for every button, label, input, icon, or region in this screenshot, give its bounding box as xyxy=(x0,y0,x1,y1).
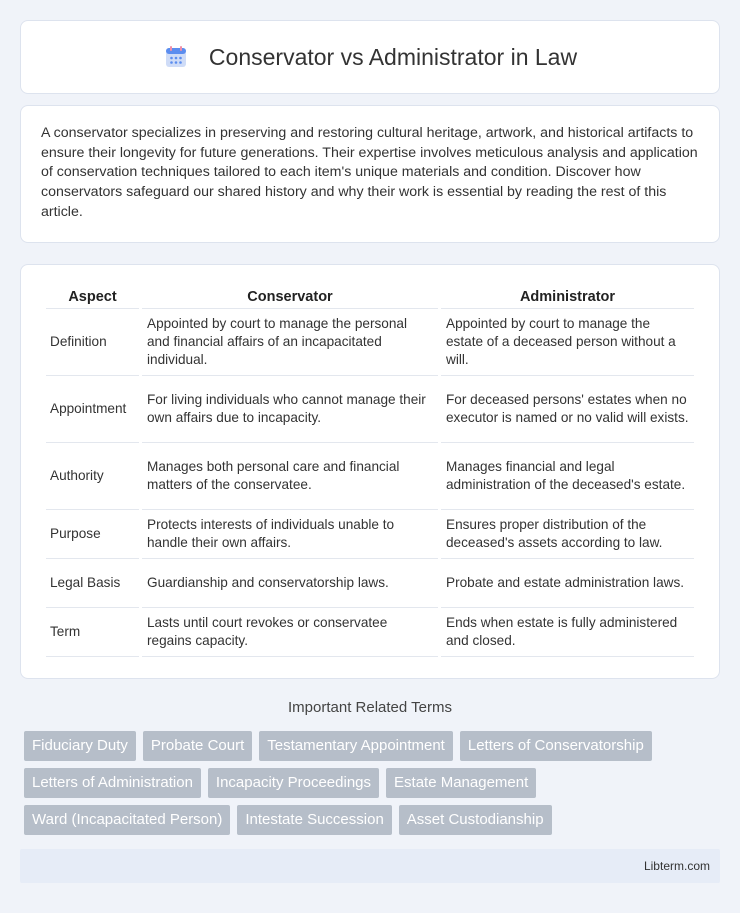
row-conservator: Appointed by court to manage the personal and financial affairs of an incapacitated individual. xyxy=(142,309,438,376)
row-aspect: Definition xyxy=(46,309,139,376)
related-term-tag[interactable]: Ward (Incapacitated Person) xyxy=(24,805,230,835)
title-card xyxy=(20,20,720,94)
table-row xyxy=(46,608,694,657)
row-administrator: Ends when estate is fully administered and closed. xyxy=(441,608,694,657)
related-term-tag[interactable]: Asset Custodianship xyxy=(399,805,552,835)
related-term-tag[interactable]: Testamentary Appointment xyxy=(259,731,453,761)
intro-card xyxy=(20,105,720,243)
related-term-tag[interactable]: Fiduciary Duty xyxy=(24,731,136,761)
related-term-tag[interactable]: Probate Court xyxy=(143,731,252,761)
row-aspect: Term xyxy=(46,608,139,657)
related-terms-title: Important Related Terms xyxy=(288,699,452,716)
row-conservator: Lasts until court revokes or conservatee regains capacity. xyxy=(142,608,438,657)
table-row xyxy=(46,443,694,510)
footer xyxy=(20,849,720,883)
row-aspect: Legal Basis xyxy=(46,559,139,608)
row-administrator: Manages financial and legal administration of the deceased's estate. xyxy=(441,443,694,510)
related-term-tag[interactable]: Letters of Conservatorship xyxy=(460,731,652,761)
row-conservator: Protects interests of individuals unable to handle their own affairs. xyxy=(142,510,438,559)
row-administrator: Probate and estate administration laws. xyxy=(441,559,694,608)
header-administrator: Administrator xyxy=(441,283,694,309)
header-conservator: Conservator xyxy=(142,283,438,309)
related-terms-list xyxy=(24,731,704,842)
related-term-tag[interactable]: Estate Management xyxy=(386,768,536,798)
page-title: Conservator vs Administrator in Law xyxy=(208,43,578,70)
row-administrator: Ensures proper distribution of the deceased's assets according to law. xyxy=(441,510,694,559)
comparison-card xyxy=(20,264,720,679)
table-row xyxy=(46,510,694,559)
table-row xyxy=(46,309,694,376)
row-aspect: Authority xyxy=(46,443,139,510)
related-term-tag[interactable]: Incapacity Proceedings xyxy=(208,768,379,798)
row-conservator: Guardianship and conservatorship laws. xyxy=(142,559,438,608)
table-header-row xyxy=(46,283,694,309)
comparison-table xyxy=(43,283,697,657)
header-aspect: Aspect xyxy=(46,283,139,309)
row-aspect: Purpose xyxy=(46,510,139,559)
intro-text: A conservator specializes in preserving and restoring cultural heritage, artwork, and historical artifacts to ensure their longevity for future generations. Their expertise involves meticulous analysis and application of conservation techniques tailored to each item's unique materials and condition. Discover how conservators safeguard our shared history and why their work is essential by reading the rest of this article. xyxy=(41,125,698,220)
table-row xyxy=(46,559,694,608)
footer-site-link[interactable]: Libterm.com xyxy=(643,859,710,873)
calendar-icon xyxy=(163,44,189,70)
row-conservator: For living individuals who cannot manage their own affairs due to incapacity. xyxy=(142,376,438,443)
row-administrator: Appointed by court to manage the estate of a deceased person without a will. xyxy=(441,309,694,376)
table-row xyxy=(46,376,694,443)
related-term-tag[interactable]: Intestate Succession xyxy=(237,805,391,835)
row-conservator: Manages both personal care and financial matters of the conservatee. xyxy=(142,443,438,510)
row-aspect: Appointment xyxy=(46,376,139,443)
row-administrator: For deceased persons' estates when no executor is named or no valid will exists. xyxy=(441,376,694,443)
related-term-tag[interactable]: Letters of Administration xyxy=(24,768,201,798)
